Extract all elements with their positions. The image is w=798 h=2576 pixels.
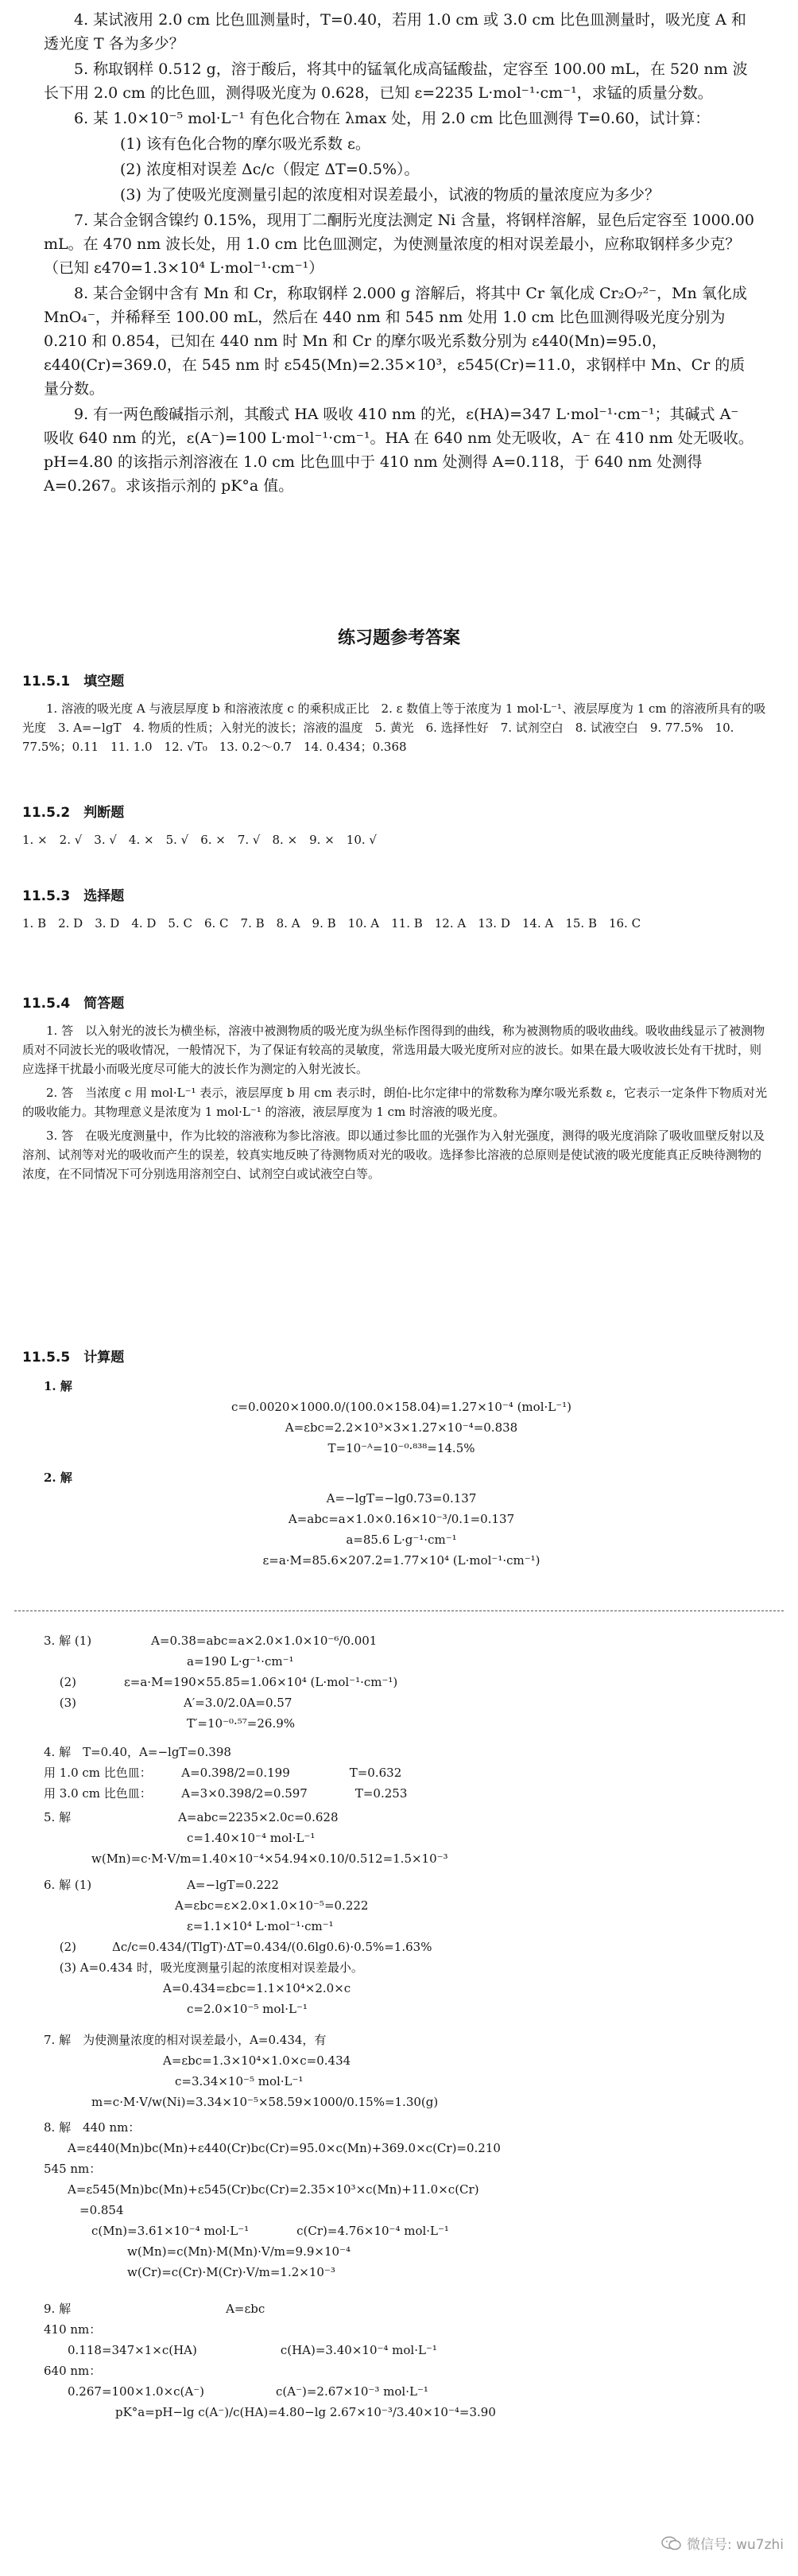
- page-divider: [14, 1610, 784, 1611]
- calc-3-line: (3) A′=3.0/2.0A=0.57: [44, 1696, 292, 1710]
- calc-5-line: 5. 解 A=abc=2235×2.0c=0.628: [44, 1810, 339, 1824]
- calc-2-line: A=−lgT=−lg0.73=0.137: [326, 1491, 477, 1506]
- calc-4-line: 4. 解 T=0.40，A=−lgT=0.398: [44, 1745, 231, 1759]
- wechat-watermark: [661, 2533, 784, 2553]
- calc-heading: 11.5.5 计算题: [22, 1350, 125, 1366]
- calc-1-line: T=10⁻ᴬ=10⁻⁰·⁸³⁸=14.5%: [327, 1441, 475, 1455]
- problem-6-part2: (2) 浓度相对误差 Δc/c（假定 ΔT=0.5%）。: [120, 161, 420, 178]
- calc-9-line: 640 nm：: [44, 2364, 102, 2378]
- calc-7-line: 7. 解 为使测量浓度的相对误差最小，A=0.434，有: [44, 2033, 327, 2047]
- fill-in-answers: 1. 溶液的吸光度 A 与液层厚度 b 和溶液浓度 c 的乘积成正比 2. ε 数值上等于浓度为 1 mol·L⁻¹、液层厚度为 1 cm 的溶液所具有的吸光度 3. A=−lgT 4. 物质的性质；入射光的波长；溶液的温度 5. 黄光 6. 选择性好 7. 试剂空白 8. 试液空白 9. 77.5% 10. 77.5%；0.11 11. 1.0 12. √T₀ 13. 0.2～0.7 14. 0.434；0.368: [22, 701, 766, 754]
- calc-6-line: A=εbc=ε×2.0×1.0×10⁻⁵=0.222: [44, 1898, 369, 1913]
- calc-6-line: ε=1.1×10⁴ L·mol⁻¹·cm⁻¹: [44, 1919, 334, 1933]
- calc-5-line: c=1.40×10⁻⁴ mol·L⁻¹: [44, 1831, 316, 1845]
- calc-8-line: =0.854: [44, 2203, 124, 2217]
- calc-problem-2: [44, 1467, 759, 1571]
- short-answer-2: 2. 答 当浓度 c 用 mol·L⁻¹ 表示，液层厚度 b 用 cm 表示时，朗伯-比尔定律中的常数称为摩尔吸光系数 ε，它表示一定条件下物质对光的吸收能力。其物理意义是浓度为 1 mol·L⁻¹ 的溶液，液层厚度为 1 cm 时溶液的吸光度。: [22, 1086, 768, 1119]
- calc-section-heading-wrap: [22, 1348, 769, 1375]
- calc-6-line: A=0.434=εbc=1.1×10⁴×2.0×c: [44, 1981, 351, 1995]
- calc-problem-5: [44, 1807, 759, 1869]
- short-answer-3: 3. 答 在吸光度测量中，作为比较的溶液称为参比溶液。即以通过参比皿的光强作为入射光强度，测得的吸光度消除了吸收皿壁反射以及溶剂、试剂等对光的吸收而产生的误差，较真实地反映了待测物质对光的吸收。选择参比溶液的总原则是使试液的吸光度能真正反映待测物的浓度，在不同情况下可分别选用溶剂空白、试剂空白或试液空白等。: [22, 1129, 765, 1181]
- calc-2-line: A=abc=a×1.0×0.16×10⁻³/0.1=0.137: [288, 1512, 515, 1526]
- choice-answers: 1. B 2. D 3. D 4. D 5. C 6. C 7. B 8. A 9. B 10. A 11. B 12. A 13. D 14. A 15. B 16. C: [22, 916, 641, 931]
- calc-8-line: A=ε440(Mn)bc(Mn)+ε440(Cr)bc(Cr)=95.0×c(Mn)+369.0×c(Cr)=0.210: [44, 2141, 501, 2155]
- calc-problem-9: [44, 2298, 759, 2423]
- calc-4-line: 用 3.0 cm 比色皿： A=3×0.398/2=0.597 T=0.253: [44, 1786, 408, 1801]
- answers-title: 练习题参考答案: [337, 628, 460, 648]
- fill-in-section: [22, 672, 769, 761]
- calc-1-label: 1. 解: [44, 1379, 72, 1393]
- problem-7: 7. 某合金钢含镍约 0.15%，现用丁二酮肟光度法测定 Ni 含量，将钢样溶解，显色后定容至 1000.00 mL。在 470 nm 波长处，用 1.0 cm 比色皿测定，为使测量浓度的相对误差最小，应称取钢样多少克？（已知 ε470=1.3×10⁴ L·mol⁻¹·cm⁻¹）: [44, 212, 754, 277]
- calc-problem-1: [44, 1376, 759, 1459]
- watermark-text: 微信号: wu7zhi: [686, 2537, 784, 2553]
- calc-2-line: ε=a·M=85.6×207.2=1.77×10⁴ (L·mol⁻¹·cm⁻¹): [262, 1553, 540, 1568]
- choice-heading: 11.5.3 选择题: [22, 888, 125, 904]
- calc-2-label: 2. 解: [44, 1471, 72, 1485]
- calc-8-line: w(Mn)=c(Mn)·M(Mn)·V/m=9.9×10⁻⁴: [44, 2244, 351, 2259]
- calc-problem-3: [44, 1630, 759, 1734]
- problem-6-part3: (3) 为了使吸光度测量引起的浓度相对误差最小，试液的物质的量浓度应为多少？: [120, 186, 660, 204]
- calc-8-line: w(Cr)=c(Cr)·M(Cr)·V/m=1.2×10⁻³: [44, 2265, 335, 2279]
- calc-8-line: A=ε545(Mn)bc(Mn)+ε545(Cr)bc(Cr)=2.35×10³×c(Mn)+11.0×c(Cr): [44, 2182, 479, 2197]
- problem-8: 8. 某合金钢中含有 Mn 和 Cr，称取钢样 2.000 g 溶解后，将其中 Cr 氧化成 Cr₂O₇²⁻，Mn 氧化成 MnO₄⁻，并稀释至 100.00 mL，然后在 440 nm 和 545 nm 处用 1.0 cm 比色皿测得吸光度分别为 0.210 和 0.854，已知在 440 nm 时 Mn 和 Cr 的摩尔吸光系数分别为 ε440(Mn)=95.0，ε440(Cr)=369.0，在 545 nm 时 ε545(Mn)=2.35×10³，ε545(Cr)=11.0，求钢样中 Mn、Cr 的质量分数。: [44, 285, 747, 398]
- short-answer-section: [22, 994, 769, 1188]
- wechat-icon: [661, 2536, 682, 2551]
- calc-3-line: T′=10⁻⁰·⁵⁷=26.9%: [44, 1716, 296, 1731]
- calc-8-line: c(Mn)=3.61×10⁻⁴ mol·L⁻¹ c(Cr)=4.76×10⁻⁴ mol·L⁻¹: [44, 2224, 449, 2238]
- problem-9: 9. 有一两色酸碱指示剂，其酸式 HA 吸收 410 nm 的光，ε(HA)=347 L·mol⁻¹·cm⁻¹；其碱式 A⁻ 吸收 640 nm 的光，ε(A⁻)=100 L·mol⁻¹·cm⁻¹。HA 在 640 nm 处无吸收，A⁻ 在 410 nm 处无吸收。pH=4.80 的该指示剂溶液在 1.0 cm 比色皿中于 410 nm 处测得 A=0.118，于 640 nm 处测得 A=0.267。求该指示剂的 pK°a 值。: [44, 406, 753, 495]
- true-false-section: [22, 803, 769, 854]
- calc-2-line: a=85.6 L·g⁻¹·cm⁻¹: [346, 1533, 457, 1547]
- fill-in-heading: 11.5.1 填空题: [22, 674, 125, 690]
- calc-8-line: 545 nm：: [44, 2162, 102, 2176]
- calc-problem-7: [44, 2030, 759, 2112]
- calc-7-line: m=c·M·V/w(Ni)=3.34×10⁻⁵×58.59×1000/0.15%=1.30(g): [44, 2095, 439, 2109]
- calc-1-line: A=εbc=2.2×10³×3×1.27×10⁻⁴=0.838: [285, 1420, 518, 1435]
- calc-4-line: 用 1.0 cm 比色皿： A=0.398/2=0.199 T=0.632: [44, 1766, 402, 1780]
- true-false-heading: 11.5.2 判断题: [22, 805, 125, 821]
- calc-3-line: a=190 L·g⁻¹·cm⁻¹: [44, 1654, 294, 1669]
- choice-section: [22, 887, 769, 938]
- calc-problem-6: [44, 1875, 759, 2019]
- calc-problem-4: [44, 1742, 759, 1804]
- problem-6-part1: (1) 该有色化合物的摩尔吸光系数 ε。: [120, 135, 370, 153]
- calc-6-line: (3) A=0.434 时，吸光度测量引起的浓度相对误差最小。: [44, 1960, 363, 1975]
- calc-6-line: 6. 解 (1) A=−lgT=0.222: [44, 1878, 279, 1892]
- calc-3-line: 3. 解 (1) A=0.38=abc=a×2.0×1.0×10⁻⁶/0.001: [44, 1634, 378, 1648]
- calc-9-line: 410 nm：: [44, 2322, 102, 2337]
- calc-9-line: pK°a=pH−lg c(A⁻)/c(HA)=4.80−lg 2.67×10⁻³/3.40×10⁻⁴=3.90: [44, 2405, 496, 2419]
- calc-6-line: (2) Δc/c=0.434/(TlgT)·ΔT=0.434/(0.6lg0.6)·0.5%=1.63%: [44, 1940, 432, 1954]
- calc-5-line: w(Mn)=c·M·V/m=1.40×10⁻⁴×54.94×0.10/0.512=1.5×10⁻³: [44, 1851, 448, 1866]
- short-answer-1: 1. 答 以入射光的波长为横坐标，溶液中被测物质的吸光度为纵坐标作图得到的曲线，称为被测物质的吸收曲线。吸收曲线显示了被测物质对不同波长光的吸收情况，一般情况下，为了保证有较高的灵敏度，常选用最大吸光度所对应的波长。如果在最大吸收波长处有干扰时，则应选择干扰最小而吸光度尽可能大的波长作为测定的入射光波长。: [22, 1024, 765, 1076]
- calc-9-line: 0.118=347×1×c(HA) c(HA)=3.40×10⁻⁴ mol·L⁻¹: [44, 2343, 437, 2357]
- calc-9-line: 0.267=100×1.0×c(A⁻) c(A⁻)=2.67×10⁻³ mol·L⁻¹: [44, 2384, 428, 2399]
- calc-7-line: c=3.34×10⁻⁵ mol·L⁻¹: [44, 2074, 304, 2088]
- short-answer-heading: 11.5.4 简答题: [22, 996, 125, 1012]
- problem-4: 4. 某试液用 2.0 cm 比色皿测量时，T=0.40，若用 1.0 cm 或 3.0 cm 比色皿测量时，吸光度 A 和透光度 T 各为多少？: [44, 11, 746, 52]
- calc-1-line: c=0.0020×1000.0/(100.0×158.04)=1.27×10⁻⁴ (mol·L⁻¹): [231, 1400, 571, 1414]
- calc-problem-8: [44, 2117, 759, 2283]
- problem-6: 6. 某 1.0×10⁻⁵ mol·L⁻¹ 有色化合物在 λmax 处，用 2.0 cm 比色皿测得 T=0.60，试计算：: [74, 110, 711, 127]
- true-false-answers: 1. × 2. √ 3. √ 4. × 5. √ 6. × 7. √ 8. × 9. × 10. √: [22, 833, 377, 847]
- calc-3-line: (2) ε=a·M=190×55.85=1.06×10⁴ (L·mol⁻¹·cm⁻¹): [44, 1675, 398, 1689]
- exercise-problems: [44, 8, 755, 499]
- calc-9-line: 9. 解 A=εbc: [44, 2302, 265, 2316]
- calc-6-line: c=2.0×10⁻⁵ mol·L⁻¹: [44, 2002, 308, 2016]
- calc-7-line: A=εbc=1.3×10⁴×1.0×c=0.434: [44, 2053, 351, 2068]
- problem-5: 5. 称取钢样 0.512 g，溶于酸后，将其中的锰氧化成高锰酸盐，定容至 100.00 mL，在 520 nm 波长下用 2.0 cm 的比色皿，测得吸光度为 0.628，已知 ε=2235 L·mol⁻¹·cm⁻¹，求锰的质量分数。: [44, 60, 748, 102]
- calc-8-line: 8. 解 440 nm：: [44, 2120, 141, 2135]
